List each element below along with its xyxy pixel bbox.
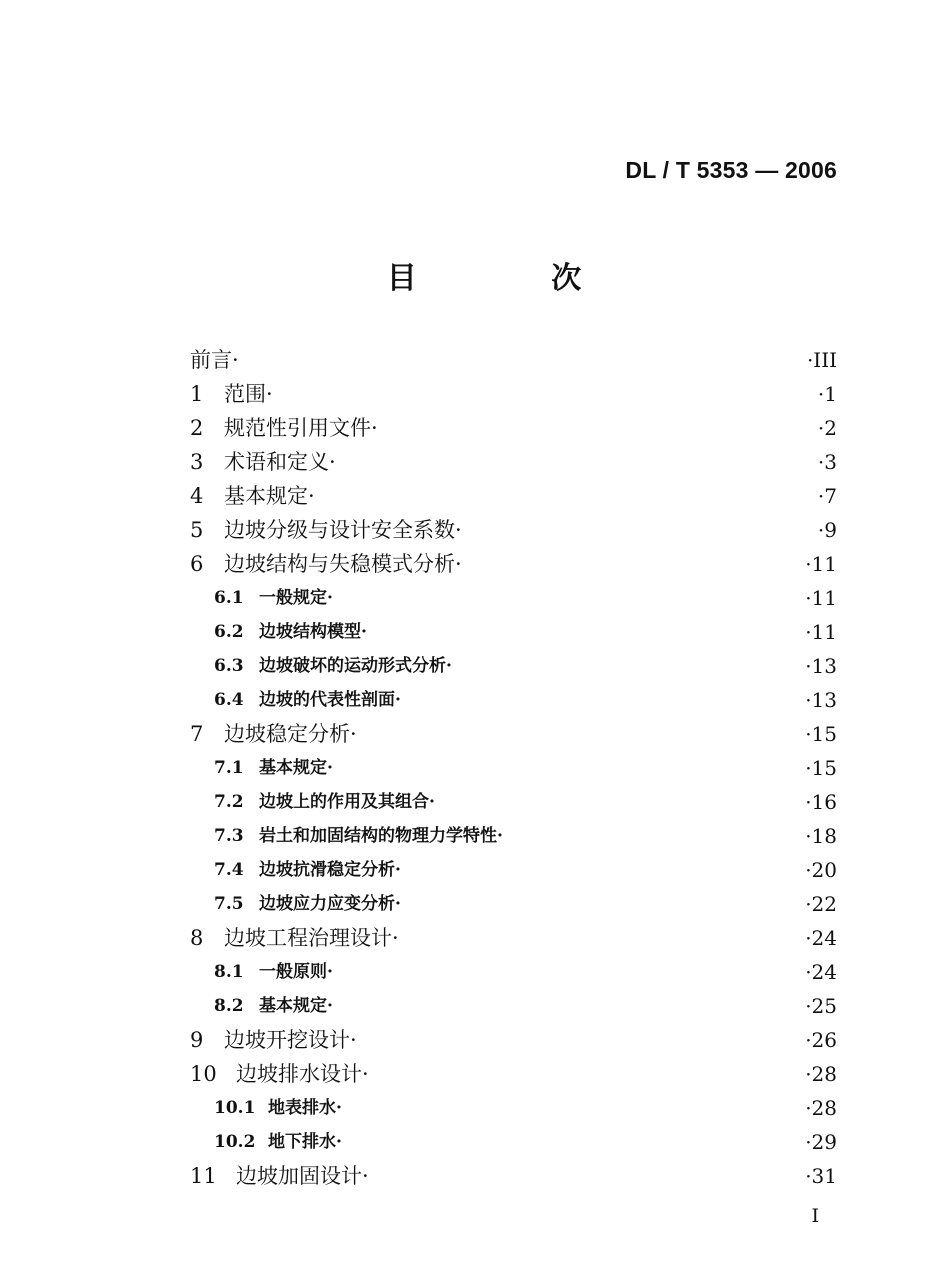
toc-entry-number: 11 [190, 1164, 217, 1188]
toc-entry-number: 5 [190, 518, 204, 542]
toc-entry-number: 10.1 [214, 1098, 256, 1118]
toc-entry-title: 基本规定 · [259, 996, 333, 1016]
toc-entry-chapter[interactable] [190, 343, 837, 377]
toc-entry-page: · 3 [818, 445, 837, 479]
toc-entry-page: · 13 [805, 683, 837, 717]
toc-entry-title: 边坡稳定分析 · [224, 722, 357, 746]
toc-entry-section[interactable] [190, 819, 837, 853]
toc-entry-page: · 13 [805, 649, 837, 683]
toc-entry-chapter[interactable] [190, 547, 837, 581]
toc-entry-chapter[interactable] [190, 445, 837, 479]
table-of-contents [190, 343, 837, 1193]
toc-entry-number: 8 [190, 926, 204, 950]
toc-entry-number: 8.2 [214, 996, 244, 1016]
toc-entry-title: 范围 · [224, 382, 273, 406]
toc-entry-page: · 15 [805, 751, 837, 785]
toc-entry-page: · 24 [805, 921, 837, 955]
toc-entry-page: · 20 [805, 853, 837, 887]
toc-entry-page: · 18 [805, 819, 837, 853]
toc-entry-chapter[interactable] [190, 411, 837, 445]
toc-entry-page: · 25 [805, 989, 837, 1023]
toc-entry-section[interactable] [190, 1125, 837, 1159]
toc-entry-chapter[interactable] [190, 513, 837, 547]
toc-entry-chapter[interactable] [190, 921, 837, 955]
toc-entry-page: · 2 [818, 411, 837, 445]
toc-entry-title: 边坡工程治理设计 · [224, 926, 399, 950]
toc-entry-page: · 11 [805, 615, 837, 649]
toc-entry-chapter[interactable] [190, 377, 837, 411]
page-number: I [811, 1205, 819, 1227]
toc-entry-title: 边坡结构模型 · [259, 622, 367, 642]
toc-entry-section[interactable] [190, 581, 837, 615]
toc-entry-section[interactable] [190, 887, 837, 921]
toc-entry-title: 一般原则 · [259, 962, 333, 982]
toc-entry-section[interactable] [190, 615, 837, 649]
toc-entry-page: · 24 [805, 955, 837, 989]
toc-entry-title: 边坡开挖设计 · [224, 1028, 357, 1052]
toc-entry-section[interactable] [190, 785, 837, 819]
toc-entry-title: 基本规定 · [224, 484, 315, 508]
toc-entry-number: 6.1 [214, 588, 244, 608]
toc-entry-page: · 15 [805, 717, 837, 751]
toc-title: 目 次 [386, 261, 644, 296]
toc-entry-title: 边坡抗滑稳定分析 · [259, 860, 401, 880]
toc-entry-title: 岩土和加固结构的物理力学特性 · [259, 826, 503, 846]
toc-entry-page: · 28 [805, 1091, 837, 1125]
toc-entry-number: 6.2 [214, 622, 244, 642]
toc-entry-number: 7.4 [214, 860, 244, 880]
toc-entry-title: 地下排水 · [268, 1132, 342, 1152]
toc-entry-title: 地表排水 · [268, 1098, 342, 1118]
toc-entry-number: 6.4 [214, 690, 244, 710]
toc-entry-section[interactable] [190, 649, 837, 683]
toc-entry-page: · 31 [805, 1159, 837, 1193]
toc-entry-chapter[interactable] [190, 1023, 837, 1057]
toc-entry-title: 基本规定 · [259, 758, 333, 778]
toc-entry-number: 7 [190, 722, 204, 746]
toc-entry-number: 7.5 [214, 894, 244, 914]
toc-entry-section[interactable] [190, 1091, 837, 1125]
toc-entry-chapter[interactable] [190, 1159, 837, 1193]
toc-entry-number: 10.2 [214, 1132, 256, 1152]
toc-entry-number: 8.1 [214, 962, 244, 982]
toc-entry-title: 一般规定 · [259, 588, 333, 608]
toc-entry-section[interactable] [190, 989, 837, 1023]
toc-entry-title: 术语和定义 · [224, 450, 336, 474]
toc-entry-page: · 16 [805, 785, 837, 819]
toc-entry-page: · 7 [818, 479, 837, 513]
toc-entry-number: 9 [190, 1028, 204, 1052]
toc-entry-page: · 29 [805, 1125, 837, 1159]
toc-entry-title: 边坡的代表性剖面 · [259, 690, 401, 710]
toc-entry-title: 规范性引用文件 · [224, 416, 378, 440]
toc-entry-page: · 11 [805, 581, 837, 615]
toc-entry-section[interactable] [190, 751, 837, 785]
toc-entry-number: 7.1 [214, 758, 244, 778]
toc-entry-chapter[interactable] [190, 717, 837, 751]
toc-entry-number: 3 [190, 450, 204, 474]
toc-entry-page: · 1 [818, 377, 837, 411]
toc-entry-title: 边坡上的作用及其组合 · [259, 792, 435, 812]
toc-entry-page: · 11 [805, 547, 837, 581]
toc-entry-title: 前言 · [190, 348, 239, 372]
toc-entry-chapter[interactable] [190, 479, 837, 513]
toc-entry-page: · 9 [818, 513, 837, 547]
toc-entry-title: 边坡分级与设计安全系数 · [224, 518, 462, 542]
toc-entry-title: 边坡应力应变分析 · [259, 894, 401, 914]
toc-entry-chapter[interactable] [190, 1057, 837, 1091]
toc-entry-number: 2 [190, 416, 204, 440]
toc-entry-title: 边坡结构与失稳模式分析 · [224, 552, 462, 576]
toc-entry-title: 边坡排水设计 · [236, 1062, 369, 1086]
toc-entry-number: 7.2 [214, 792, 244, 812]
toc-entry-number: 7.3 [214, 826, 244, 846]
toc-entry-title: 边坡加固设计 · [236, 1164, 369, 1188]
toc-entry-page: · III [807, 343, 837, 377]
toc-entry-number: 6 [190, 552, 204, 576]
standard-code: DL / T 5353 — 2006 [625, 157, 837, 183]
toc-entry-page: · 28 [805, 1057, 837, 1091]
toc-entry-section[interactable] [190, 955, 837, 989]
toc-entry-page: · 26 [805, 1023, 837, 1057]
toc-entry-section[interactable] [190, 683, 837, 717]
toc-entry-section[interactable] [190, 853, 837, 887]
toc-entry-number: 4 [190, 484, 204, 508]
toc-entry-number: 1 [190, 382, 204, 406]
toc-entry-number: 6.3 [214, 656, 244, 676]
toc-entry-page: · 22 [805, 887, 837, 921]
toc-entry-title: 边坡破坏的运动形式分析 · [259, 656, 452, 676]
toc-entry-number: 10 [190, 1062, 217, 1086]
